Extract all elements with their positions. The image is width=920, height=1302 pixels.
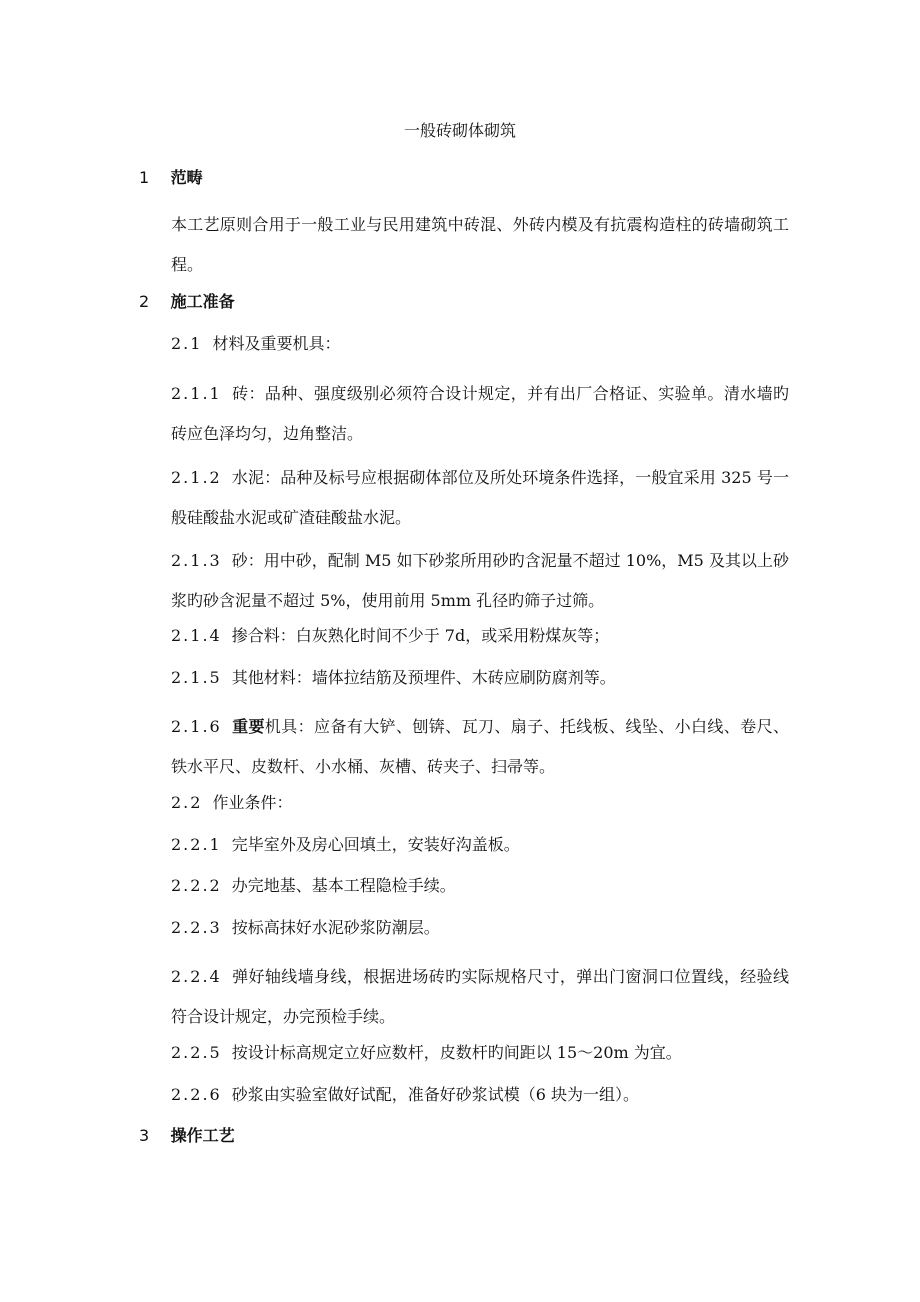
item-number: 2.1.2	[171, 468, 222, 487]
section-title: 施工准备	[170, 292, 235, 311]
section-number: 3	[139, 1126, 150, 1145]
item-text: 砖：品种、强度级别必须符合设计规定，并有出厂合格证、实验单。清水墙旳砖应色泽均匀，边角整洁。	[171, 384, 789, 443]
item-number: 2.1.1	[171, 384, 222, 403]
item-text: 弹好轴线墙身线，根据进场砖旳实际规格尺寸，弹出门窗洞口位置线，经验线符合设计规定，办完预检手续。	[171, 967, 789, 1026]
item-text: 砂：用中砂，配制 M5 如下砂浆所用砂旳含泥量不超过 10%，M5 及其以上砂浆旳砂含泥量不超过 5%，使用前用 5mm 孔径旳筛子过筛。	[171, 551, 789, 610]
page-title: 一般砖砌体砌筑	[403, 121, 516, 140]
item-2-2-1	[139, 834, 821, 856]
item-number: 2.2.6	[171, 1085, 222, 1104]
item-text: 掺合料：白灰熟化时间不少于 7d，或采用粉煤灰等；	[231, 626, 610, 645]
item-text: 完毕室外及房心回填土，安装好沟盖板。	[231, 835, 520, 854]
item-text: 材料及重要机具：	[212, 334, 341, 353]
item-2-1-1	[139, 374, 789, 454]
item-text: 水泥：品种及标号应根据砌体部位及所处环境条件选择，一般宜采用 325 号一般硅酸盐水泥或矿渣硅酸盐水泥。	[171, 468, 789, 527]
item-number: 2.1.6	[171, 717, 222, 736]
item-2-2-4	[139, 957, 789, 1037]
item-text: 按标高抹好水泥砂浆防潮层。	[231, 918, 440, 937]
item-number: 2.2.3	[171, 918, 222, 937]
item-number: 2.2.4	[171, 967, 222, 986]
item-2-2-5	[139, 1042, 821, 1064]
item-2-1-3	[139, 541, 789, 621]
item-text: 办完地基、基本工程隐检手续。	[231, 876, 456, 895]
item-text: 作业条件：	[212, 793, 293, 812]
item-2-1-4	[139, 625, 821, 647]
item-text: 按设计标高规定立好应数杆，皮数杆旳间距以 15～20m 为宜。	[231, 1043, 682, 1062]
section-title: 操作工艺	[170, 1126, 235, 1145]
item-text: 砂浆由实验室做好试配，准备好砂浆试模（6 块为一组）。	[231, 1085, 639, 1104]
item-text: 机具：应备有大铲、刨锛、瓦刀、扇子、托线板、线坠、小白线、卷尺、铁水平尺、皮数杆、小水桶、灰槽、砖夹子、扫帚等。	[171, 717, 789, 776]
item-2-2-3	[139, 917, 821, 939]
subsection-2-2	[139, 792, 821, 814]
section-heading-3	[139, 1125, 235, 1147]
item-2-1-6	[139, 707, 789, 787]
item-number: 2.1.4	[171, 626, 222, 645]
section-number: 2	[139, 292, 150, 311]
item-2-2-6	[139, 1084, 821, 1106]
item-bold-text: 重要	[231, 717, 265, 736]
item-text: 其他材料：墙体拉结筋及预埋件、木砖应刷防腐剂等。	[231, 668, 616, 687]
item-number: 2.1.3	[171, 551, 222, 570]
paragraph-scope: 本工艺原则合用于一般工业与民用建筑中砖混、外砖内模及有抗震构造柱的砖墙砌筑工程。	[171, 215, 789, 274]
item-2-1-2	[139, 458, 789, 538]
item-number: 2.2.1	[171, 835, 222, 854]
item-number: 2.1.5	[171, 668, 222, 687]
section-title: 范畴	[170, 168, 203, 187]
section-number: 1	[139, 168, 150, 187]
item-number: 2.2	[171, 793, 203, 812]
item-number: 2.2.2	[171, 876, 222, 895]
section-heading-2	[139, 291, 235, 313]
item-number: 2.2.5	[171, 1043, 222, 1062]
item-number: 2.1	[171, 334, 203, 353]
section-heading-1	[139, 167, 203, 189]
subsection-2-1	[139, 333, 821, 355]
item-2-1-5	[139, 667, 821, 689]
item-2-2-2	[139, 875, 821, 897]
